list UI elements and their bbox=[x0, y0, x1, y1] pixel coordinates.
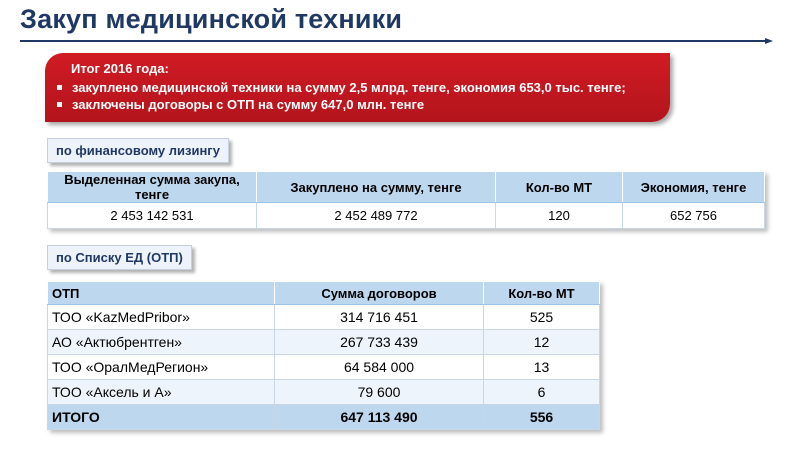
table-cell: 2 453 142 531 bbox=[48, 203, 257, 229]
table-cell: ТОО «ОралМедРегион» bbox=[48, 355, 275, 380]
table-cell: АО «Актюбрентген» bbox=[48, 330, 275, 355]
section-label-otp: по Списку ЕД (ОТП) bbox=[47, 245, 192, 270]
table-cell: 2 452 489 772 bbox=[257, 203, 496, 229]
table-cell: 556 bbox=[484, 405, 600, 430]
table-cell: 13 bbox=[484, 355, 600, 380]
column-header: Закуплено на сумму, тенге bbox=[257, 172, 496, 203]
summary-heading: Итог 2016 года: bbox=[71, 61, 169, 76]
column-header: Экономия, тенге bbox=[623, 172, 765, 203]
column-header: ОТП bbox=[48, 282, 275, 305]
column-header: Кол-во МТ bbox=[484, 282, 600, 305]
table-cell: 79 600 bbox=[275, 380, 484, 405]
bullet-square-icon bbox=[57, 85, 62, 90]
table-cell: 314 716 451 bbox=[275, 305, 484, 330]
summary-bullet-text: заключены договоры с ОТП на сумму 647,0 млн. тенге bbox=[72, 97, 425, 112]
table-cell: 12 bbox=[484, 330, 600, 355]
table-cell: ИТОГО bbox=[48, 405, 275, 430]
section-label-leasing: по финансовому лизингу bbox=[47, 138, 229, 163]
table-header-row bbox=[48, 172, 765, 203]
table-cell: 6 bbox=[484, 380, 600, 405]
table-row bbox=[48, 330, 600, 355]
leasing-table bbox=[47, 171, 765, 229]
table-cell: ТОО «KazMedPribor» bbox=[48, 305, 275, 330]
table-row bbox=[48, 355, 600, 380]
summary-bullet bbox=[55, 96, 660, 113]
column-header: Сумма договоров bbox=[275, 282, 484, 305]
page-title: Закуп медицинской техники bbox=[20, 4, 403, 34]
summary-bullet bbox=[55, 79, 660, 96]
summary-bullet-text: закуплено медицинской техники на сумму 2,5 млрд. тенге, экономия 653,0 тыс. тенге; bbox=[72, 80, 626, 95]
table-row bbox=[48, 380, 600, 405]
table-row bbox=[48, 203, 765, 229]
table-cell: 267 733 439 bbox=[275, 330, 484, 355]
table-cell: 525 bbox=[484, 305, 600, 330]
otp-table bbox=[47, 281, 600, 430]
column-header: Выделенная сумма закупа, тенге bbox=[48, 172, 257, 203]
summary-box bbox=[45, 53, 670, 122]
bullet-square-icon bbox=[57, 102, 62, 107]
table-cell: 652 756 bbox=[623, 203, 765, 229]
table-cell: ТОО «Аксель и А» bbox=[48, 380, 275, 405]
title-divider bbox=[20, 40, 765, 42]
table-header-row bbox=[48, 282, 600, 305]
table-cell: 120 bbox=[496, 203, 623, 229]
table-row bbox=[48, 305, 600, 330]
table-total-row bbox=[48, 405, 600, 430]
column-header: Кол-во МТ bbox=[496, 172, 623, 203]
table-cell: 64 584 000 bbox=[275, 355, 484, 380]
table-cell: 647 113 490 bbox=[275, 405, 484, 430]
